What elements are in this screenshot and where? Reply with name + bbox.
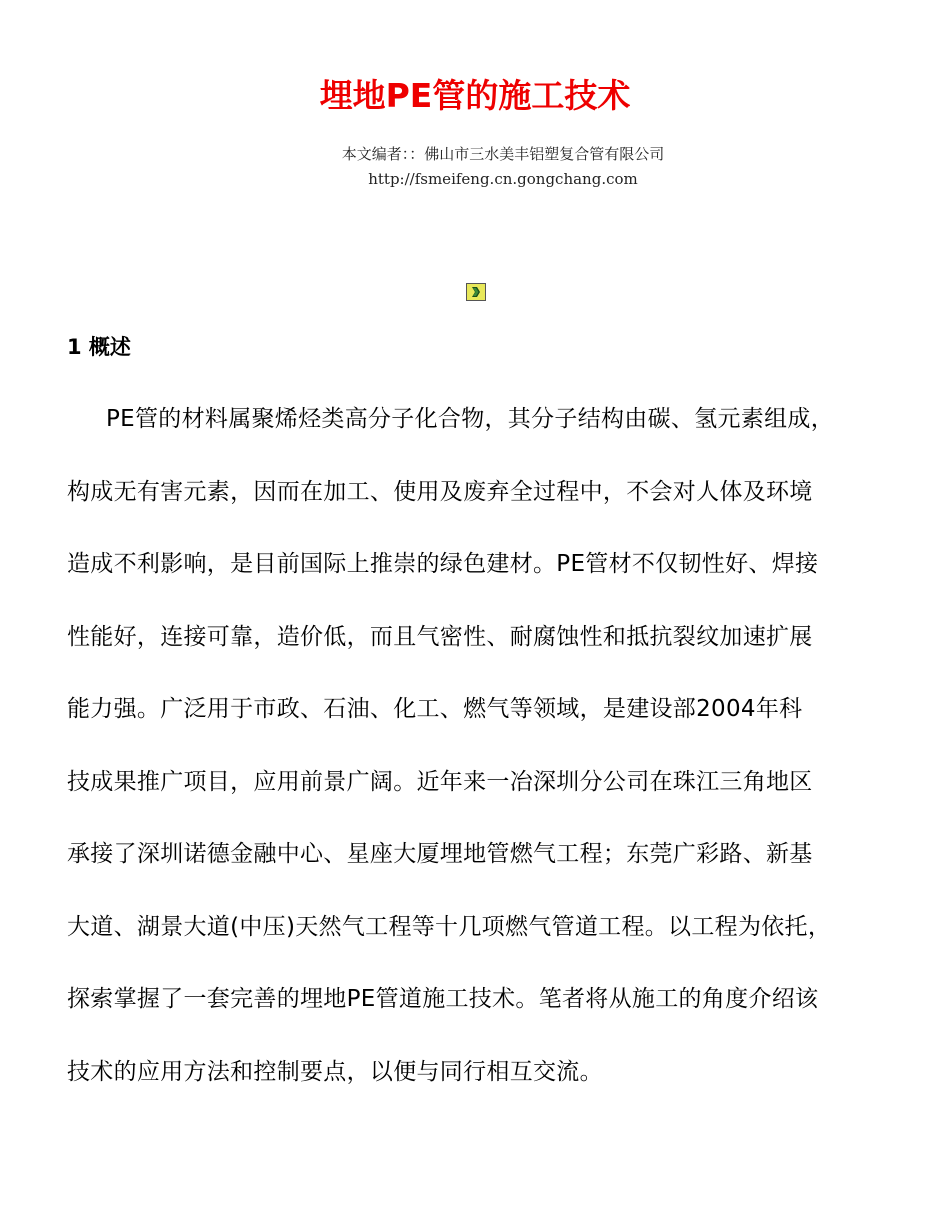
paragraph-line: 性能好，连接可靠，造价低，而且气密性、耐腐蚀性和抵抗裂纹加速扩展 <box>67 623 813 650</box>
paragraph-line: 技成果推广项目，应用前景广阔。近年来一冶深圳分公司在珠江三角地区 <box>67 768 813 795</box>
paragraph-line: PE管的材料属聚烯烃类高分子化合物，其分子结构由碳、氢元素组成， <box>106 406 835 432</box>
source-url: http://fsmeifeng.cn.gongchang.com <box>368 170 638 188</box>
paragraph-line: 承接了深圳诺德金融中心、星座大厦埋地管燃气工程；东莞广彩路、新基 <box>67 841 813 867</box>
paragraph-line: 探索掌握了一套完善的埋地PE管道施工技术。笔者将从施工的角度介绍该 <box>67 986 819 1012</box>
paragraph-line: 造成不利影响，是目前国际上推崇的绿色建材。PE管材不仅韧性好、焊接 <box>67 551 819 577</box>
author-line: 本文编者：：佛山市三水美丰铝塑复合管有限公司 <box>341 145 665 163</box>
document-title: 埋地PE管的施工技术 <box>319 76 631 115</box>
paragraph-line: 构成无有害元素，因而在加工、使用及废弃全过程中，不会对人体及环境 <box>67 478 813 505</box>
paragraph-line: 能力强。广泛用于市政、石油、化工、燃气等领域，是建设部2004年科 <box>67 696 803 722</box>
body-paragraph <box>67 403 887 1128</box>
section-heading: 1 概述 <box>67 335 131 359</box>
paragraph-line: 技术的应用方法和控制要点，以便与同行相互交流。 <box>67 1058 603 1085</box>
document-link-icon[interactable] <box>466 283 486 301</box>
paragraph-line: 大道、湖景大道(中压)天然气工程等十几项燃气管道工程。以工程为依托， <box>67 913 832 940</box>
